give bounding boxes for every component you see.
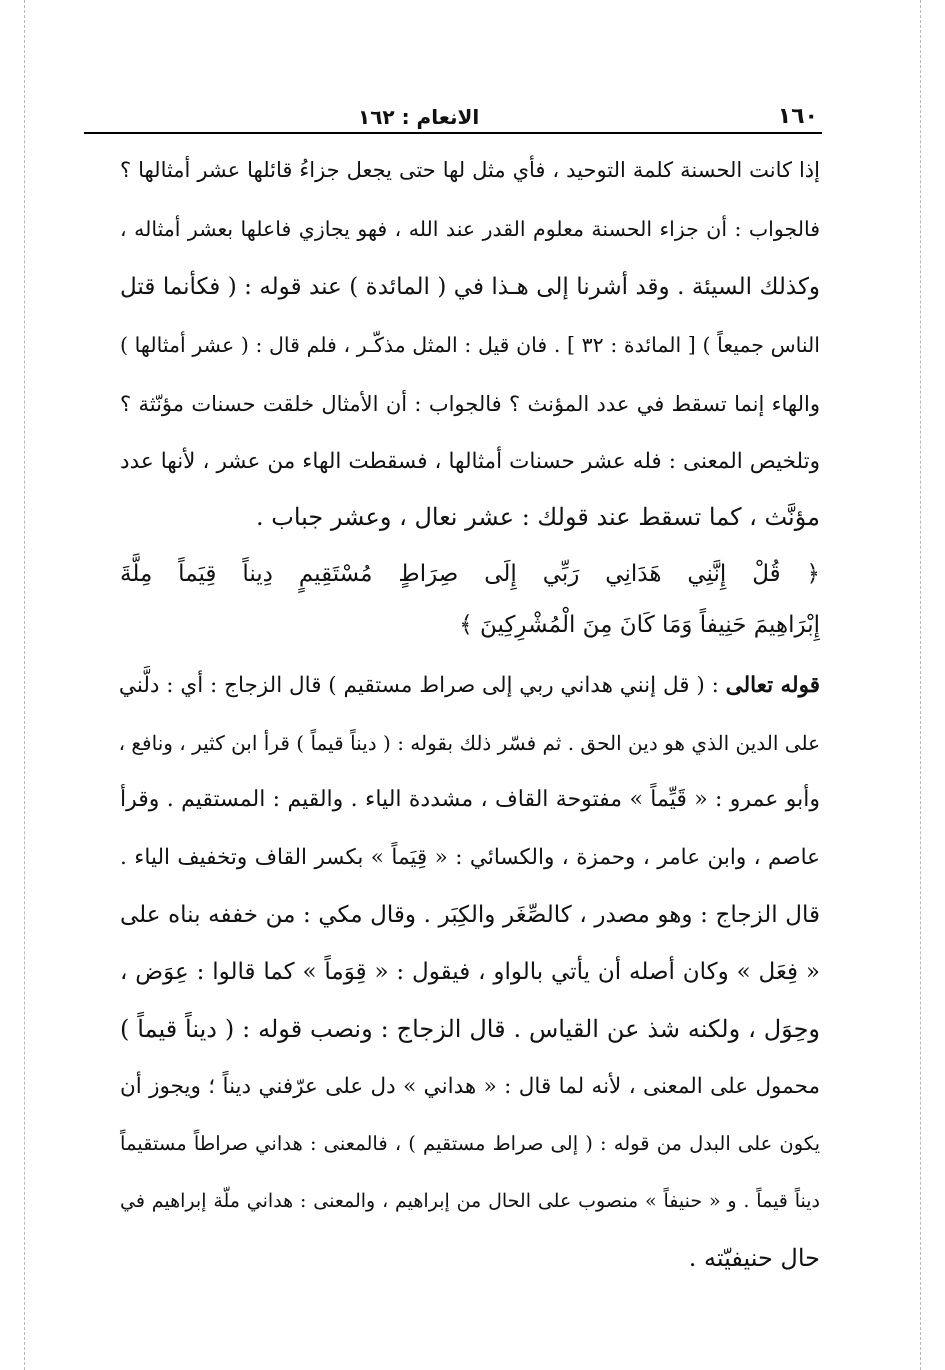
commentary-line: وحِوَل ، ولكنه شذ عن القياس . قال الزجاج : ونصب قوله : ( ديناً قيماً ) [120, 1015, 820, 1043]
text-line: فالجواب : أن جزاء الحسنة معلوم القدر عند الله ، فهو يجازي فاعلها بعشر أمثاله ، [120, 217, 820, 241]
commentary-line: حال حنيفيّته . [688, 1244, 820, 1272]
header-rule [84, 132, 822, 134]
commentary-line: على الدين الذي هو دين الحق . ثم فسّر ذلك بقوله : ( ديناً قيماً ) قرأ ابن كثير ، ونافع ، [118, 731, 820, 755]
running-title: الانعام : ١٦٢ [358, 105, 480, 129]
commentary-line: قال الزجاج : وهو مصدر ، كالصِّغَر والكِبَر . وقال مكي : من خففه بناه على [120, 902, 820, 928]
text-line: وتلخيص المعنى : فله عشر حسنات أمثالها ، فسقطت الهاء من عشر ، لأنها عدد [120, 449, 820, 474]
scan-margin-guide [24, 0, 25, 1370]
commentary-lead: قوله تعالى [725, 673, 820, 698]
text-line: مؤنَّث ، كما تسقط عند قولك : عشر نعال ، وعشر جباب . [256, 503, 820, 531]
text-line: وكذلك السيئة . وقد أشرنا إلى هـذا في ( المائدة ) عند قوله : ( فكأنما قتل [120, 274, 820, 300]
commentary-line: يكون على البدل من قوله : ( إلى صراط مستقيم ) ، فالمعنى : هداني صراطاً مستقيماً [120, 1132, 820, 1155]
commentary-line: عاصم ، وابن عامر ، وحمزة ، والكسائي : « قِيَماً » بكسر القاف وتخفيف الياء . [120, 845, 820, 870]
quran-verse-line: إِبْرَاهِيمَ حَنِيفاً وَمَا كَانَ مِنَ الْمُشْرِكِينَ ﴾ [459, 612, 820, 638]
page-number: ١٦٠ [777, 104, 818, 129]
commentary-line [120, 666, 820, 706]
page-header [88, 95, 818, 129]
text-line: والهاء إنما تسقط في عدد المؤنث ؟ فالجواب : أن الأمثال خلقت حسنات مؤنّثة ؟ [120, 392, 820, 416]
commentary-first-text: : ( قل إنني هداني ربي إلى صراط مستقيم ) قال الزجاج : أي : دلَّني [118, 673, 719, 698]
commentary-line: ديناً قيماً . و « حنيفاً » منصوب على الحال من إبراهيم ، والمعنى : هداني ملّة إبراهيم في [120, 1190, 820, 1212]
commentary-line: وأبو عمرو : « قَيِّماً » مفتوحة القاف ، مشددة الياء . والقيم : المستقيم . وقرأ [120, 787, 820, 812]
quran-verse-line: ﴿ قُلْ إِنَّنِي هَدَانِي رَبِّي إِلَى صِرَاطٍ مُسْتَقِيمٍ دِيناً قِيَماً مِلَّةَ [120, 561, 820, 587]
commentary-line: « فِعَل » وكان أصله أن يأتي بالواو ، فيقول : « قِوَماً » كما قالوا : عِوَض ، [120, 959, 820, 985]
commentary-line: محمول على المعنى ، لأنه لما قال : « هداني » دل على عرّفني ديناً ؛ ويجوز أن [120, 1074, 820, 1099]
text-line: الناس جميعاً ) [ المائدة : ٣٢ ] . فان قيل : المثل مذكّـر ، فلم قال : ( عشر أمثالها ) [120, 333, 820, 357]
text-line: إذا كانت الحسنة كلمة التوحيد ، فأي مثل لها حتى يجعل جزاءُ قائلها عشر أمثالها ؟ [120, 158, 820, 182]
scan-margin-guide [920, 0, 921, 1370]
